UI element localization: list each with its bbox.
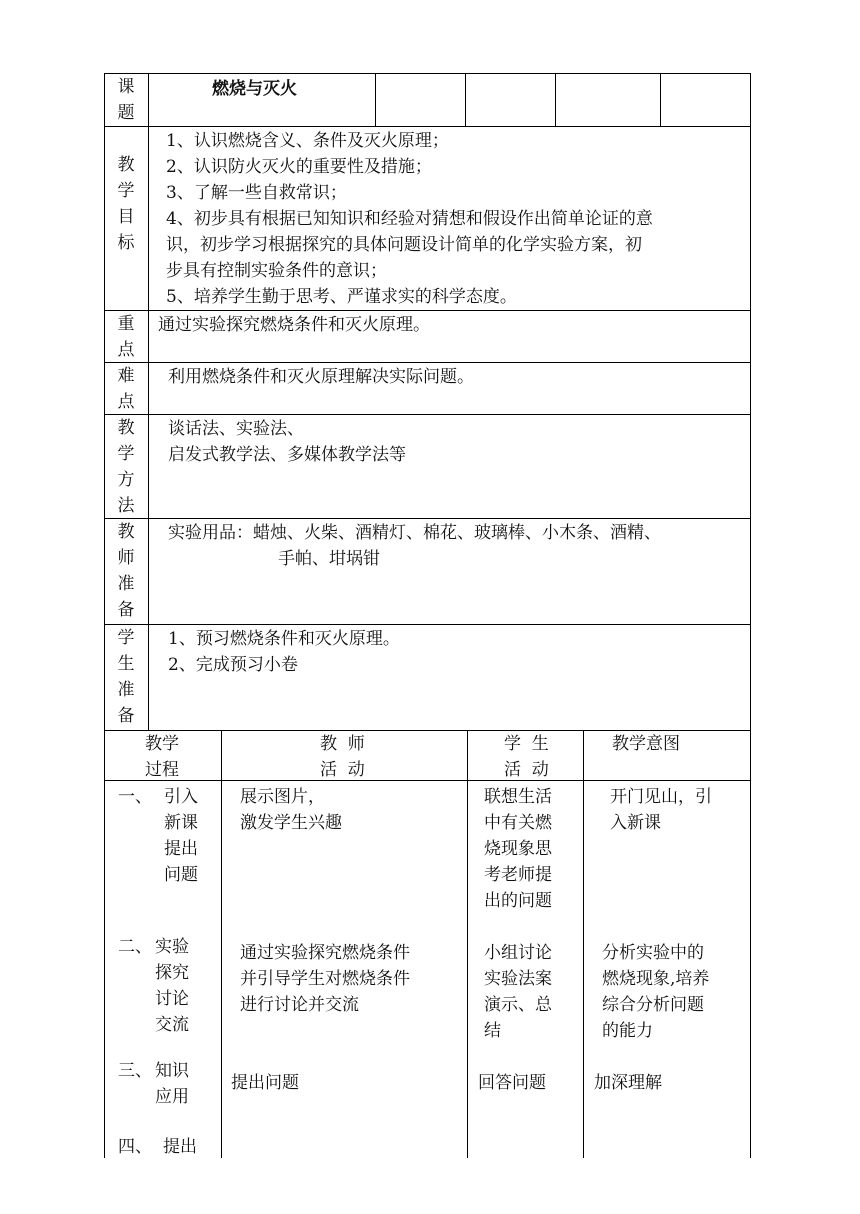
label-char: 题 xyxy=(117,103,135,123)
teacher-activity: 提出问题 xyxy=(231,1073,299,1093)
label-char: 备 xyxy=(117,600,135,620)
label-char: 教 xyxy=(117,522,135,542)
teacher-activity: 进行讨论并交流 xyxy=(240,995,359,1015)
label-char: 教 xyxy=(117,155,135,175)
label-char: 方 xyxy=(117,470,135,490)
label-difficulty xyxy=(104,363,148,415)
label-char: 准 xyxy=(117,680,135,700)
label-methods xyxy=(104,415,148,519)
objective-item: 步具有控制实验条件的意识； xyxy=(166,261,387,281)
header-student: 活 动 xyxy=(504,760,549,780)
teacher-activity: 通过实验探究燃烧条件 xyxy=(240,943,410,963)
teacher-prep-line: 手帕、坩埚钳 xyxy=(278,549,380,569)
label-char: 课 xyxy=(117,77,135,97)
label-key-point xyxy=(104,311,148,363)
header-process: 教学 xyxy=(145,734,179,754)
label-char: 学 xyxy=(117,628,135,648)
teacher-activity: 并引导学生对燃烧条件 xyxy=(240,969,410,989)
stage-name: 探究 xyxy=(155,963,189,983)
label-char: 师 xyxy=(117,548,135,568)
label-char: 准 xyxy=(117,574,135,594)
student-activity: 结 xyxy=(484,1021,501,1041)
student-prep-line: 1、预习燃烧条件和灭火原理。 xyxy=(168,629,400,649)
stage-number: 四、 xyxy=(118,1137,152,1157)
label-student-prep xyxy=(104,625,148,729)
stage-number: 二、 xyxy=(118,937,152,957)
teaching-intent: 开门见山，引 xyxy=(610,787,712,807)
header-teacher: 教 师 xyxy=(320,734,365,754)
stage-name: 实验 xyxy=(155,937,189,957)
label-char: 目 xyxy=(117,207,135,227)
key-point-text: 通过实验探究燃烧条件和灭火原理。 xyxy=(158,315,430,335)
objective-item: 1、认识燃烧含义、条件及灭火原理； xyxy=(166,131,449,151)
label-char: 点 xyxy=(117,340,135,360)
objective-item: 识，初步学习根据探究的具体问题设计简单的化学实验方案，初 xyxy=(166,235,642,255)
stage-name: 问题 xyxy=(164,865,198,885)
label-char: 生 xyxy=(117,654,135,674)
student-activity: 实验法案 xyxy=(484,969,552,989)
stage-name: 提出 xyxy=(163,1137,197,1157)
label-teacher-prep xyxy=(104,519,148,623)
student-activity: 小组讨论 xyxy=(484,943,552,963)
header-process: 过程 xyxy=(145,760,179,780)
header-intent: 教学意图 xyxy=(612,734,680,754)
label-char: 标 xyxy=(117,233,135,253)
objective-item: 2、认识防火灭火的重要性及措施； xyxy=(166,157,432,177)
stage-name: 交流 xyxy=(155,1015,189,1035)
header-teacher: 活 动 xyxy=(320,760,365,780)
student-activity: 中有关燃 xyxy=(484,813,552,833)
student-prep-line: 2、完成预习小卷 xyxy=(168,655,298,675)
student-activity: 考老师提 xyxy=(484,865,552,885)
objective-item: 3、了解一些自救常识； xyxy=(166,183,347,203)
stage-name: 新课 xyxy=(164,813,198,833)
objective-item: 4、初步具有根据已知知识和经验对猜想和假设作出简单论证的意 xyxy=(166,209,653,229)
stage-name: 提出 xyxy=(164,839,198,859)
difficulty-text: 利用燃烧条件和灭火原理解决实际问题。 xyxy=(168,367,474,387)
student-activity: 演示、总 xyxy=(484,995,552,1015)
teacher-prep-line: 实验用品：蜡烛、火柴、酒精灯、棉花、玻璃棒、小木条、酒精、 xyxy=(168,523,661,543)
label-char: 法 xyxy=(117,496,135,516)
label-char: 教 xyxy=(117,418,135,438)
stage-name: 引入 xyxy=(164,787,198,807)
stage-name: 讨论 xyxy=(155,989,189,1009)
teaching-intent: 入新课 xyxy=(610,813,661,833)
label-course xyxy=(104,74,148,126)
teaching-intent: 的能力 xyxy=(602,1021,653,1041)
objective-item: 5、培养学生勤于思考、严谨求实的科学态度。 xyxy=(166,287,517,307)
teaching-intent: 分析实验中的 xyxy=(602,943,704,963)
stage-number: 一、 xyxy=(118,787,152,807)
teacher-activity: 展示图片， xyxy=(240,787,325,807)
student-activity: 联想生活 xyxy=(484,787,552,807)
methods-line: 谈话法、实验法、 xyxy=(168,419,304,439)
stage-name: 应用 xyxy=(155,1087,189,1107)
teaching-intent: 燃烧现象,培养 xyxy=(602,969,710,989)
teaching-intent: 加深理解 xyxy=(594,1073,662,1093)
label-char: 学 xyxy=(117,181,135,201)
label-char: 学 xyxy=(117,444,135,464)
label-char: 难 xyxy=(117,366,135,386)
stage-number: 三、 xyxy=(118,1061,152,1081)
stage-name: 知识 xyxy=(155,1061,189,1081)
label-char: 备 xyxy=(117,706,135,726)
label-char: 重 xyxy=(117,314,135,334)
lesson-title: 燃烧与灭火 xyxy=(212,79,297,99)
teaching-intent: 综合分析问题 xyxy=(602,995,704,1015)
label-char: 点 xyxy=(117,392,135,412)
label-objectives xyxy=(104,152,148,256)
student-activity: 烧现象思 xyxy=(484,839,552,859)
methods-line: 启发式教学法、多媒体教学法等 xyxy=(168,445,406,465)
student-activity: 出的问题 xyxy=(484,891,552,911)
student-activity: 回答问题 xyxy=(478,1073,546,1093)
header-student: 学 生 xyxy=(504,734,549,754)
teacher-activity: 激发学生兴趣 xyxy=(240,813,342,833)
